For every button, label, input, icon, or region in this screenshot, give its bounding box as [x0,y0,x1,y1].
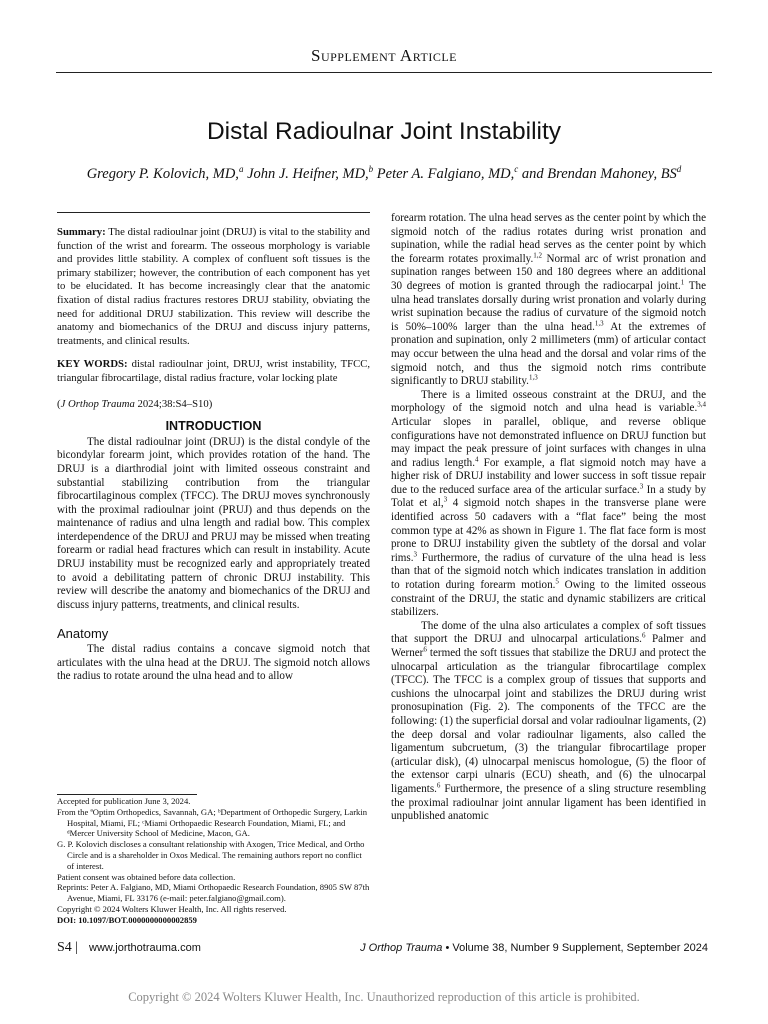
keywords-text: distal radioulnar joint, DRUJ, wrist instability, TFCC, triangular fibrocartilage, distal radius fracture, volar locking plate [57,358,371,384]
journal-issue-info [360,942,708,954]
author-affiliation: b [368,164,374,175]
author-affiliation: a [238,164,244,175]
anatomy-heading: Anatomy [57,626,109,642]
introduction-heading: INTRODUCTION [165,419,262,434]
abstract-rule [57,212,370,213]
author-affiliation: c [514,164,519,175]
footer-journal: J Orthop Trauma [360,942,443,954]
page-footer [57,940,708,958]
keywords-label: KEY WORDS: [57,358,128,371]
author-affiliation: d [676,164,682,175]
footnote-rule [57,794,197,795]
header-rule [56,72,712,73]
introduction-paragraph: The distal radioulnar joint (DRUJ) is the distal condyle of the bicondylar forearm joint, which provides rotation of the hand. The DRUJ is a diarthrodial joint with limited osseous constraint and substantial stabilizing contribution from the triangular fibrocartilaginous complex (TFCC). The DRUJ moves synchronously with the proximal radioulnar joint (PRUJ) and thus depends on the maintenance of radius and ulna length and radial bow. This complex interdependence of the DRUJ and PRUJ may be missed when treating forearm or radial head fractures which can result in instability. Acute DRUJ instability must be recognized early and appropriately treated to avoid a debilitating pattern of chronic DRUJ instability. This review will describe the anatomy and biomechanics of the DRUJ and discuss injury patterns, treatments, and clinical results. [57,435,370,611]
footnote-disclosure: G. P. Kolovich discloses a consultant relationship with Axogen, Trice Medical, and Ortho Circle and is a shareholder in Oxos Medical. The remaining authors report no conflict of interest. [57,839,365,871]
footnote-affiliations: From the ªOptim Orthopedics, Savannah, GA; ᵇDepartment of Orthopedic Surgery, Larkin Hospital, Miami, FL; ᶜMiami Orthopaedic Research Foundation, Miami, FL; and ᵈMercer University School of Medicine, Macon, GA. [57,806,368,839]
footnote-copyright: Copyright © 2024 Wolters Kluwer Health, Inc. All rights reserved. [57,903,287,914]
footnote-doi: DOI: 10.1097/BOT.0000000000002859 [57,914,197,925]
author-name: John J. Heifner, MD, [247,166,369,182]
citation: (J Orthop Trauma 2024;38:S4–S10) [57,397,213,410]
keywords [57,358,370,385]
footnotes [57,796,370,926]
author-name: Gregory P. Kolovich, MD, [86,166,239,182]
abstract-label: Summary: [57,226,106,238]
footer-separator: | [75,940,79,955]
left-column [57,212,370,684]
citation-rest: 2024;38:S4–S10) [137,397,213,410]
page-number: S4 | [57,940,79,955]
journal-website-link[interactable]: www.jorthotrauma.com [89,942,201,954]
footnote-consent: Patient consent was obtained before data collection. [57,871,236,882]
body-paragraph: The dome of the ulna also articulates a complex of soft tissues that support the DRUJ and ulnocarpal articulations.$^6$ Palmer and Werner$^6$ termed the soft tissues that stabilize the DRUJ and protect the ulnocarpal articulation as the triangular fibrocartilage complex (TFCC). The TFCC is a complex group of tissues that supports and cushions the ulnocarpal joint and stabilizes the DRUJ during wrist pronosupination (Fig. 2). The components of the TFCC are the following: (1) the superficial dorsal and volar radioulnar ligaments, (2) the deep dorsal and volar radioulnar ligaments, also called the ligamentum subcruetum, (3) the triangular fibrocartilage proper (articular disk), (4) ulnocarpal meniscus homologue, (5) the floor of the extensor carpi ulnaris (ECU) sheath, and (6) the ulnocarpal ligaments.$^6$ Furthermore, the presence of a sling structure resembling the proximal radioulnar joint annular ligament has been identified in unpublished anatomic [391,619,706,823]
footnote-accepted: Accepted for publication June 3, 2024. [57,796,191,806]
article-title: Distal Radioulnar Joint Instability [206,118,562,145]
abstract-text: The distal radioulnar joint (DRUJ) is vital to the stability and function of the wrist and forearm. The osseous morphology is variable and provides little stability. A complex of confluent soft tissues is the primary stabilizer; however, the contribution of each component has yet to be elucidated. It has become increasingly clear that the anatomic fixation of distal radius fractures restores DRUJ stability, obviating the need for additional DRUJ stabilization. This review will describe the anatomy and biomechanics of the DRUJ and discuss injury patterns, treatments, and clinical results. [57,226,370,347]
abstract [57,226,370,348]
author-list [0,166,768,183]
anatomy-paragraph: The distal radius contains a concave sigmoid notch that articulates with the ulna head at the DRUJ. The sigmoid notch allows the radius to rotate around the ulna head and to allow [57,643,370,683]
copyright-watermark: Copyright © 2024 Wolters Kluwer Health, Inc. Unauthorized reproduction of this article is prohibited. [128,990,640,1004]
author-name: and Brendan Mahoney, BS [521,166,677,182]
footnote-reprints: Reprints: Peter A. Falgiano, MD, Miami Orthopaedic Research Foundation, 8905 SW 87th Avenue, Miami, FL 33176 (e-mail: peter.falgiano@gmail.com). [57,882,370,904]
author-name: Peter A. Falgiano, MD, [376,166,515,182]
right-column [391,212,706,824]
footer-issue: • Volume 38, Number 9 Supplement, September 2024 [445,942,708,954]
citation-journal: J Orthop Trauma [60,397,135,410]
body-paragraph: There is a limited osseous constraint at the DRUJ, and the morphology of the sigmoid notch and ulna head is variable.$^{3,4}$ Articular slopes in parallel, oblique, and reverse oblique configurations have not demonstrated influence on DRUJ function but may impact the peak pressure of joint surfaces with changes in ulna and radius length.$^4$ For example, a flat sigmoid notch may have a higher risk of DRUJ instability and lower success in soft tissue repair due to the reduced surface area of the articular surface.$^3$ In a study by Tolat et al,$^3$ 4 sigmoid notch shapes in the transverse plane were identified across 50 cadavers with a “flat face” being the most common type at 42% as shown in Figure 1. The flat face form is most prone to DRUJ instability given the subtlety of the dorsal and volar rims.$^3$ Furthermore, the radius of curvature of the ulna head is less than that of the sigmoid notch which indicates translation in addition to rotation during forearm motion.$^5$ Owing to the limited osseous constraint of the DRUJ, the static and dynamic stabilizers are critical stabilizers. [391,388,706,619]
body-paragraph: forearm rotation. The ulna head serves as the center point by which the sigmoid notch of the radius rotates during wrist pronation and supination, while the radial head serves as the center point by which the forearm rotates proximally.$^{1,2}$ Normal arc of wrist pronation and supination ranges between 150 and 180 degrees where an additional 30 degrees of motion is granted through the radiocarpal joint.$^1$ The ulna head translates dorsally during wrist pronation and volarly during wrist supination because the radius of curvature of the sigmoid notch is 50%–100% larger than the ulna head.$^{1,3}$ At the extremes of pronation and supination, only 2 millimeters (mm) of articular contact may occur between the ulna head and the dorsal and volar rims of the sigmoid notch, and thus the sigmoid notch rims contribute significantly to DRUJ stability.$^{1,3}$ [391,212,706,388]
section-label: Supplement Article [311,46,457,65]
